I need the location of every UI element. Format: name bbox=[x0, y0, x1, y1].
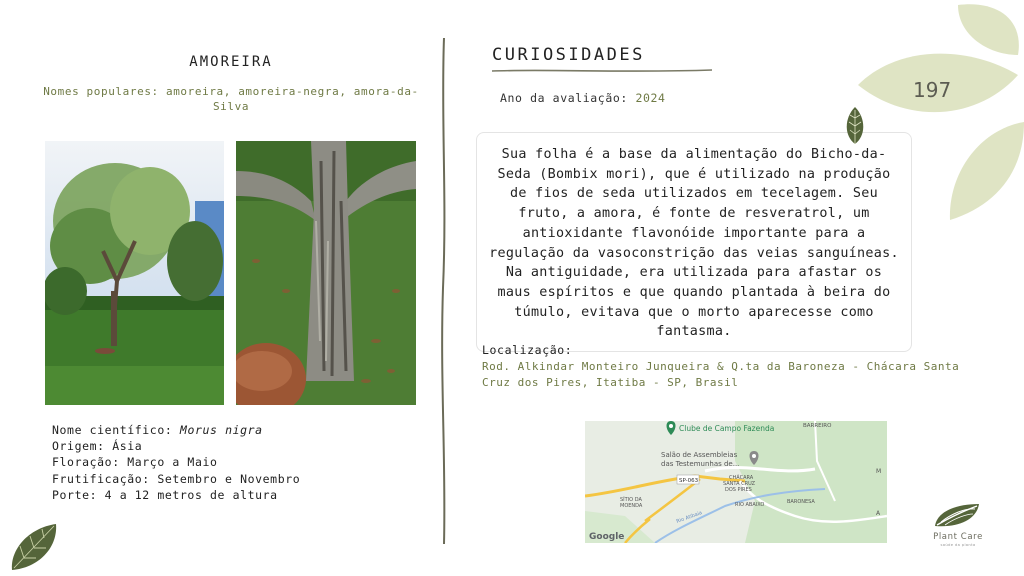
flowering-line: Floração: Março a Maio bbox=[52, 455, 218, 470]
map-label-salao-2: das Testemunhas de... bbox=[661, 460, 740, 468]
map-label-rio-abaixo: RIO ABAIXO bbox=[735, 502, 765, 508]
scientific-name-value: Morus nigra bbox=[179, 423, 263, 437]
plant-title: AMOREIRA bbox=[189, 54, 273, 70]
map-label-sitio-2: MOENDA bbox=[620, 503, 643, 509]
scientific-name-line bbox=[52, 422, 300, 438]
origin-line: Origem: Ásia bbox=[52, 439, 143, 454]
map-label-chacara-1: CHÁCARA bbox=[729, 475, 754, 481]
map-label-road: SP-063 bbox=[679, 478, 699, 484]
map-label-club: Clube de Campo Fazenda bbox=[679, 424, 775, 433]
evaluation-year bbox=[500, 91, 666, 105]
map-label-sitio-1: SÍTIO DA bbox=[620, 497, 642, 503]
curiosities-title: CURIOSIDADES bbox=[492, 45, 645, 65]
leaf-decoration-top-right bbox=[858, 0, 1024, 225]
plant-care-logo bbox=[918, 500, 998, 550]
location-label: Localização: bbox=[482, 343, 573, 357]
map-label-chacara-3: DOS PIRES bbox=[725, 487, 752, 493]
leaf-icon bbox=[844, 106, 866, 146]
map-label-baronesa: BARONESA bbox=[787, 499, 815, 505]
logo-tagline: saúde da planta bbox=[940, 542, 976, 547]
scientific-name-label: Nome científico: bbox=[52, 423, 173, 437]
logo-name: Plant Care bbox=[933, 532, 983, 542]
plant-facts bbox=[52, 422, 300, 503]
title-underline bbox=[490, 66, 714, 76]
fruiting-line: Frutificação: Setembro e Novembro bbox=[52, 471, 301, 486]
leaf-icon bbox=[8, 520, 60, 572]
logo-icon bbox=[931, 500, 985, 530]
popular-names: Nomes populares: amoreira, amoreira-negra, amora-da-Silva bbox=[43, 85, 419, 113]
page-number: 197 bbox=[913, 78, 952, 102]
map-label-chacara-2: SANTA CRUZ bbox=[723, 481, 756, 487]
location-map[interactable] bbox=[585, 421, 887, 543]
location-address: Rod. Alkindar Monteiro Junqueira & Q.ta da Baroneza - Chácara Santa Cruz dos Pires, Itatiba - SP, Brasil bbox=[482, 360, 960, 389]
map-label-river: Rio Atibaia bbox=[675, 510, 703, 525]
trunk-photo bbox=[236, 141, 416, 405]
map-label-a: A bbox=[876, 510, 881, 517]
curiosity-box: Sua folha é a base da alimentação do Bicho-da-Seda (Bombix mori), que é utilizado na produção de fios de seda utilizados em tecelagem. Seu fruto, a amora, é fonte de resveratrol, um antioxidante flavonóide importante para a regulação da vasoconstrição das veias sanguíneas. Na antiguidade, era utilizada para afastar os maus espíritos e que quando plantada à beira do túmulo, evitava que o morto aparecesse como fantasma. bbox=[476, 132, 912, 352]
size-line: Porte: 4 a 12 metros de altura bbox=[52, 487, 278, 502]
google-logo: Google bbox=[589, 532, 625, 542]
map-label-m: M bbox=[876, 468, 882, 475]
map-label-barreiro: BARREIRO bbox=[803, 423, 832, 429]
map-label-salao-1: Salão de Assembleias bbox=[661, 451, 738, 459]
column-divider bbox=[438, 38, 450, 544]
tree-photo bbox=[45, 141, 224, 405]
evaluation-value: 2024 bbox=[635, 91, 666, 105]
evaluation-label: Ano da avaliação: bbox=[500, 91, 628, 105]
